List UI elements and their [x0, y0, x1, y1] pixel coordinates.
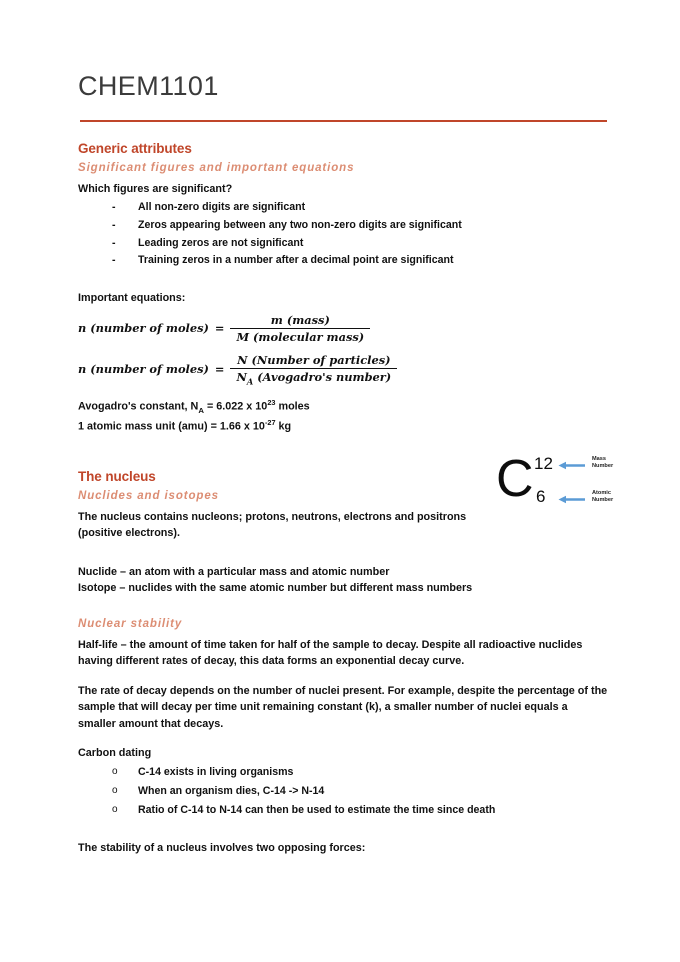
list-item-label: Ratio of C-14 to N-14 can then be used to estimate the time since death: [138, 804, 496, 817]
list-item: [112, 763, 608, 782]
fraction-numerator: m (mass): [230, 313, 370, 329]
mass-label-line1: Mass: [592, 455, 606, 462]
spacer: [78, 270, 608, 290]
atomic-label-line2: Number: [592, 497, 614, 504]
list-item-label: All non-zero digits are significant: [138, 200, 306, 213]
section-generic-attributes: [78, 141, 608, 435]
constant-suffix: kg: [275, 420, 292, 433]
denominator-rest: (Avogadro's number): [253, 369, 392, 384]
definition-description: an atom with a particular mass and atomic number: [129, 565, 390, 578]
subheading-nuclear-stability: Nuclear stability: [78, 618, 183, 630]
definition-description: nuclides with the same atomic number but different mass numbers: [128, 582, 473, 595]
definition-dash: –: [116, 582, 129, 595]
page-title: CHEM1101: [78, 71, 219, 101]
dash-marker: -: [112, 200, 116, 213]
definition-term: Nuclide: [78, 565, 117, 578]
subheading-significant-figures: Significant figures and important equations: [78, 161, 355, 174]
list-item-label: Leading zeros are not significant: [138, 236, 304, 249]
definition-dash: –: [117, 565, 130, 578]
decay-pre: The: [78, 684, 101, 697]
constant-prefix: 1 atomic mass unit (amu) = 1.66 x 10: [78, 420, 265, 433]
circle-marker: o: [112, 785, 118, 797]
definition-isotope: [78, 580, 608, 597]
equation-lhs: n (number of moles): [78, 362, 209, 377]
rate-of-decay-paragraph: [78, 683, 608, 732]
constant-prefix: Avogadro's constant, N: [78, 400, 199, 413]
spacer: [78, 820, 608, 840]
intro-question: Which figures are significant?: [78, 182, 233, 195]
dash-marker: -: [112, 254, 116, 267]
fraction: [230, 353, 397, 386]
carbon-dating-list: [78, 763, 608, 820]
list-item-label: When an organism dies, C-14 -> N-14: [138, 785, 325, 798]
carbon-dating-label: Carbon dating: [78, 746, 152, 759]
list-item: [112, 235, 608, 253]
section-the-nucleus: [78, 449, 614, 597]
closing-line: The stability of a nucleus involves two opposing forces:: [78, 841, 366, 854]
nucleus-paragraph: The nucleus contains nucleons; protons, neutrons, electrons and positrons (positive electrons).: [78, 510, 467, 540]
equation-moles-mass: [78, 313, 608, 344]
list-item-label: Training zeros in a number after a decimal point are significant: [138, 254, 454, 267]
constant-avogadro: [78, 397, 608, 417]
constant-subscript: A: [198, 405, 204, 415]
list-item: [112, 252, 608, 270]
list-item-label: Zeros appearing between any two non-zero digits are significant: [138, 218, 462, 231]
halflife-paragraph: [78, 637, 608, 670]
document-content: [78, 71, 614, 858]
equation-moles-particles: [78, 353, 608, 386]
equals-sign: =: [214, 362, 225, 377]
halflife-term: Half-life: [78, 638, 118, 651]
fraction-numerator: N (Number of particles): [230, 353, 397, 369]
constant-mid: = 6.022 x 10: [203, 400, 268, 413]
constant-exponent: 23: [267, 397, 276, 407]
circle-marker: o: [112, 804, 118, 816]
spacer: [78, 597, 608, 617]
fraction-denominator: [230, 369, 397, 386]
section-heading-generic-attributes: Generic attributes: [78, 140, 192, 156]
definition-nuclide: [78, 564, 608, 581]
denominator-subscript: A: [246, 375, 254, 386]
fraction: [230, 313, 370, 344]
list-item: [112, 801, 608, 820]
dash-marker: -: [112, 218, 116, 231]
definition-term: Isotope: [78, 582, 117, 595]
constant-suffix: moles: [275, 400, 310, 413]
decay-bold-term: rate of decay: [100, 684, 167, 697]
mass-label-line2: Number: [592, 463, 614, 470]
subheading-nuclides-isotopes: Nuclides and isotopes: [78, 489, 219, 502]
carbon-isotope-diagram: [496, 451, 656, 531]
fraction-denominator: M (molecular mass): [236, 329, 365, 344]
halflife-description: the amount of time taken for half of the sample to decay. Despite all radioactive nuclides having different rates of decay, this data forms an exponential decay curve.: [78, 638, 583, 668]
circle-marker: o: [112, 766, 118, 778]
constant-exponent: -27: [264, 417, 276, 427]
list-item: [112, 199, 608, 217]
spacer: [78, 544, 608, 564]
section-nuclear-stability: [78, 617, 608, 856]
list-item: [112, 217, 608, 235]
atomic-number-arrow-icon: [558, 495, 586, 504]
definitions-block: [78, 564, 608, 597]
list-item-label: C-14 exists in living organisms: [138, 766, 294, 779]
atomic-label-line1: Atomic: [592, 489, 611, 496]
equation-block: [78, 313, 608, 386]
atomic-number-value: 6: [536, 486, 546, 506]
mass-number-label: [592, 456, 613, 471]
denominator-symbol: N: [236, 369, 247, 384]
constants-block: [78, 397, 608, 435]
atomic-number-label: [592, 490, 613, 505]
decay-post: depends on the number of nuclei present. For example, despite the percentage of the sample that will decay per time unit remaining constant (k), a smaller number of nuclei equals a smaller amount that decays.: [78, 684, 608, 730]
mass-number-arrow-icon: [558, 461, 586, 470]
title-divider: [80, 120, 607, 122]
list-item: [112, 782, 608, 801]
significant-figures-list: [78, 199, 608, 270]
equations-label: Important equations:: [78, 292, 186, 305]
mass-number-value: 12: [534, 453, 553, 473]
equation-lhs: n (number of moles): [78, 321, 209, 335]
dash-marker: -: [112, 236, 116, 249]
halflife-dash: –: [117, 638, 130, 651]
equals-sign: =: [214, 321, 225, 335]
constant-amu: [78, 417, 608, 435]
element-symbol: C: [496, 449, 534, 508]
section-heading-the-nucleus: The nucleus: [78, 468, 156, 484]
